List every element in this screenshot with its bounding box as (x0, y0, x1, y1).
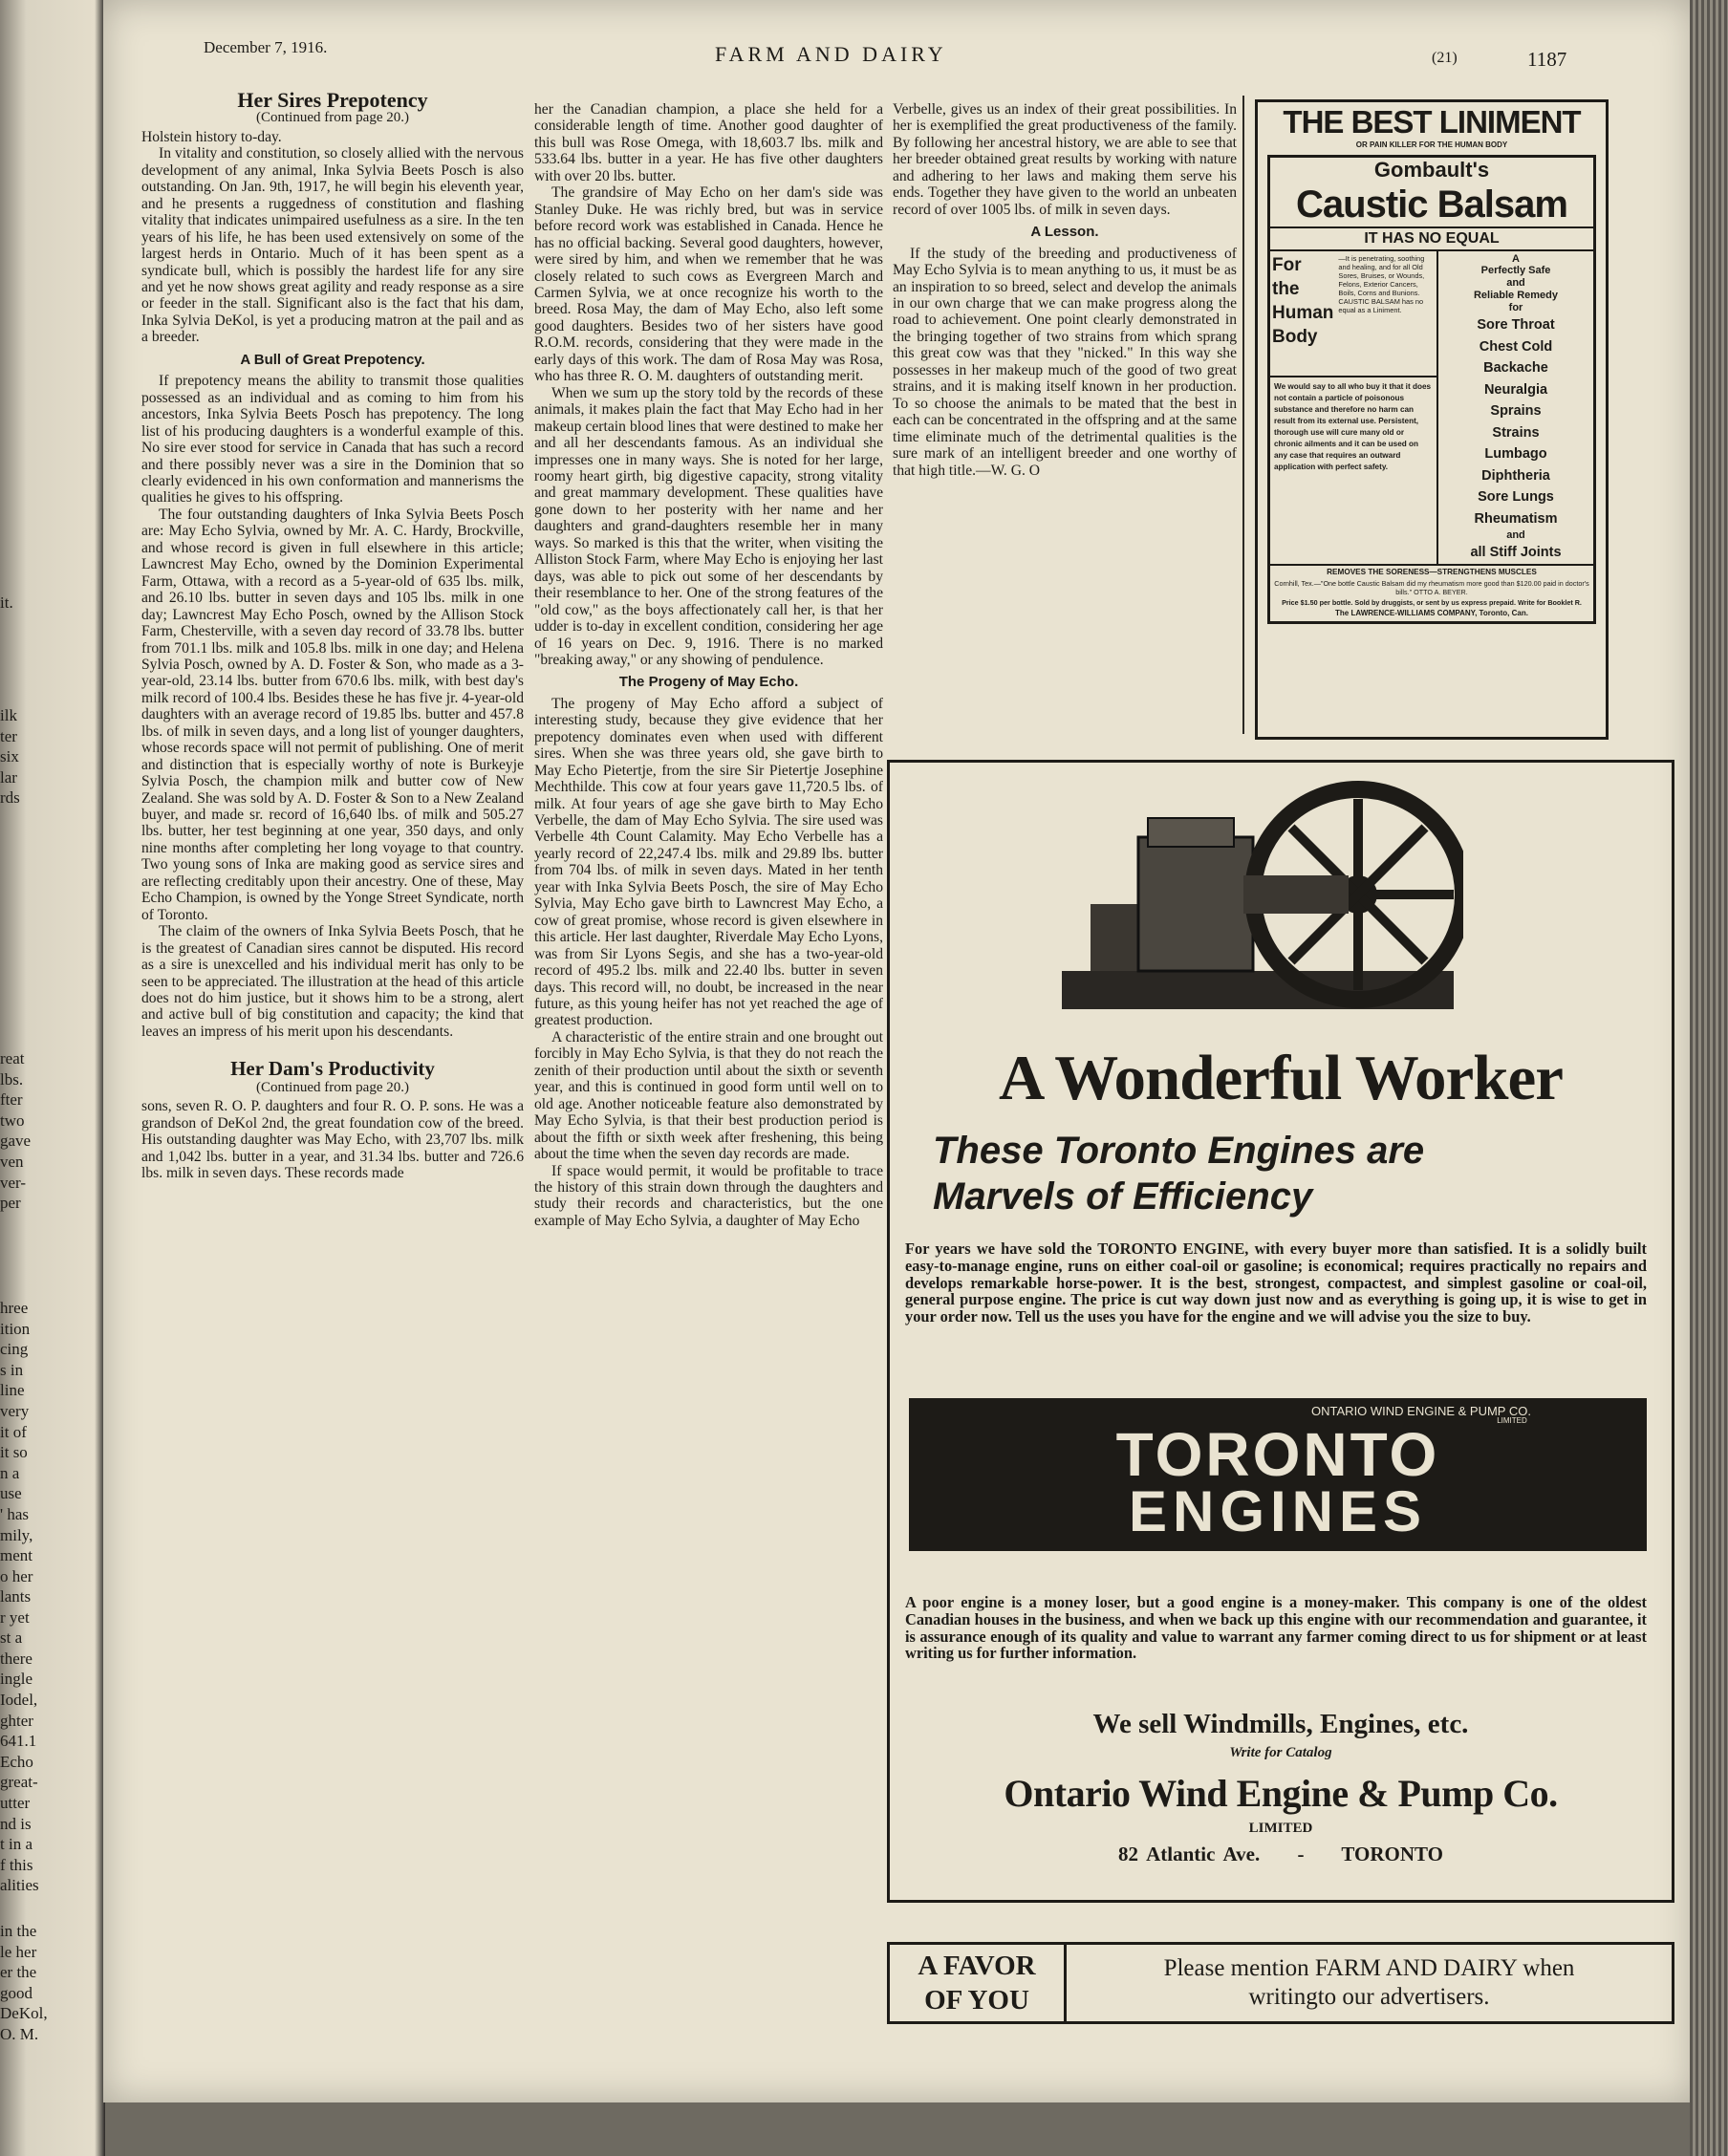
engine-body: For years we have sold the TORONTO ENGINE, with every buyer more than satisfied. It is a solidly built easy-to-manage engine, runs on either coal-oil or gasoline; is economical; requires practically no repairs and develops remarkable horse-power. It is the best, strongest, compactest, and simplest gasoline or coal-oil, general purpose engine. The price is cut way down just now and as everything is going up, it is wise to get in your order now. Tell us the uses you have for the engine and we will advise you the size to buy. (905, 1240, 1647, 1326)
left-page-fragment-line: per (0, 1194, 21, 1213)
left-page-fragment-line: lants (0, 1587, 32, 1606)
paragraph: The four outstanding daughters of Inka Sylvia Beets Posch are: May Echo Sylvia, owned by Mr. A. C. Hardy, Brockville, and whose record is given in full elsewhere in this article; Lawncrest May Echo, owned by the Dominion Experimental Farm, Ottawa, with a record as a 5-year-old of 635 lbs. milk, and 26.10 lbs. butter in seven days and 105 lbs. milk in one day; Lawncrest May Echo Posch, owned by the Allison Stock Farm, Chesterville, with a seven day record of 33.78 lbs. butter from 701.1 lbs. milk and 105.8 lbs. milk in one day; and Helena Sylvia Posch, owned by A. D. Foster & Son, who made as a 3-year-old, 23.14 lbs. butter from 670.6 lbs. milk, with best day's milk record of 100.4 lbs. Besides these he has five jr. 4-year-old daughters with an average record of 19.85 lbs. butter and 457.8 lbs. of milk in seven days, and a long list of younger daughters, whose records space will not permit of publishing. One of merit and distinction that is especially worthy of note is Burkeyje Sylvia Posch, the champion milk and butter cow of New Zealand. She was sold by A. D. Foster & Son to a New Zealand buyer, and made sr. record of 16,640 lbs. of milk and 505.27 lbs. butter, her test beginning at one year, 350 days, and only nine months after completing her long voyage to that country. Two young sons of Inka are making good as service sires and are reflecting creditably upon their ancestry. One of these, May Echo Champion, is owned by the Yonge Street Syndicate, north of Toronto. (141, 506, 524, 923)
header-title: FARM AND DAIRY (715, 42, 947, 66)
column-2 (534, 101, 883, 1229)
ailment-item: Rheumatism (1474, 510, 1558, 527)
subheading: A Bull of Great Prepotency. (240, 351, 425, 368)
left-page-fragment-line: er the (0, 1963, 37, 1982)
engine-illustration (1052, 780, 1463, 1028)
left-page-fragment-line: use (0, 1484, 22, 1503)
left-page-fragment-line: Echo (0, 1752, 33, 1771)
favor-left-1: A FAVOR (918, 1951, 1036, 1981)
favor-right-1: Please mention FARM AND DAIRY when (1163, 1955, 1575, 1981)
left-page-fragment (0, 1048, 31, 1214)
liniment-tagline: IT HAS NO EQUAL (1270, 226, 1593, 249)
continued-note: (Continued from page 20.) (256, 110, 409, 126)
engine-body-2: A poor engine is a money loser, but a good engine is a money-maker. This company is one of the oldest Canadian houses in the business, and when we back up this engine with our recommendation and guarantee, it is assurance enough of its quality and value to warrant any farmer coming direct to us for shipment or at least writing us for further information. (905, 1593, 1647, 1663)
the-word: the (1272, 279, 1300, 299)
left-page-fragment-line: great- (0, 1773, 38, 1792)
header-section: (21) (1432, 50, 1458, 66)
a-word: A (1512, 253, 1520, 265)
left-page-fragment-line: t in a (0, 1835, 32, 1854)
last-ailment: all Stiff Joints (1470, 545, 1562, 560)
left-page-fragment-line: fter (0, 1090, 23, 1110)
column-3 (893, 101, 1237, 479)
paragraph: The progeny of May Echo afford a subject of interesting study, because they give evidence that her prepotency dominates even when used with different sires. When she was three years old, she gave birth to May Echo Pietertje, from the sire Sir Pietertje Josephine Mechthilde. This cow at four years gave 11,720.5 lbs. of milk. At four years of age she gave birth to May Echo Verbelle, the dam of May Echo Sylvia. The sire used was Verbelle 4th Count Calamity. May Echo Verbelle has a yearly record of 22,247.4 lbs. milk and 29.89 lbs. butter from 704 lbs. of milk in seven days. Mated in her tenth year with Inka Sylvia Beets Posch, the sire of May Echo Sylvia, May Echo gave birth to Lawncrest May Echo, a cow of great promise, whose record is given elsewhere in this article. Her last daughter, Riverdale May Echo Lyons, was from Sir Lyons Segis, and she has a two-year-old record of 495.2 lbs. milk and 22.40 lbs. butter in seven days. This record will, no doubt, be increased in the near future, as this young heifer has not yet reached the age of greatest production. (534, 695, 883, 1029)
paragraph: sons, seven R. O. P. daughters and four R. O. P. sons. He was a grandson of DeKol 2nd, the great foundation cow of the breed. His outstanding daughter was May Echo, with 23,707 lbs. milk and 1,042 lbs. butter in a year, and 31.34 lbs. butter and 726.6 lbs. milk in seven days. These records made (141, 1098, 524, 1182)
engine-subhead-1: These Toronto Engines are (933, 1130, 1425, 1172)
left-page-fragment-line: line (0, 1381, 25, 1400)
liniment-box2-text: We would say to all who buy it that it does not contain a particle of poisonous substance and therefore no harm can result from its external use. Persistent, thorough use will cure many old or chronic ailments and it can be used on any case that requires an outward application with perfect safety. (1274, 382, 1432, 471)
column-rule (1242, 96, 1244, 734)
ailment-item: Sore Throat (1477, 317, 1555, 333)
engine-catalog: Write for Catalog (1229, 1745, 1332, 1760)
logo-word-1: TORONTO (1115, 1420, 1440, 1489)
paragraph: When we sum up the story told by the records of these animals, it makes plain the fact that May Echo had in her makeup certain blood lines that were destined to make her and all her descendants famous. As an individual she impresses one in many ways. She is noted for her large, roomy heart girth, big digestive capacity, strong vitality and great mammary development. These qualities have gone down to her posterity with her name and her daughters and grand-daughters resemble her in many ways. So marked is this that the writer, when visiting the Alliston Stock Farm, where May Echo is enjoying her last days, was able to pick out some of her descendants by their resemblance to her. One of the strong features of the "old cow," as the boys affectionately call her, is that her udder is to-day in excellent condition, considering her age of 16 years on Dec. 9, 1916. There is no marked "breaking away," or any showing of pendulence. (534, 384, 883, 668)
liniment-product: Caustic Balsam (1296, 183, 1567, 226)
toronto-engines-logo (909, 1398, 1647, 1551)
favor-right-2: writingto our advertisers. (1248, 1984, 1490, 2010)
header-date: December 7, 1916. (204, 38, 328, 56)
left-page-fragment-line: utter (0, 1793, 31, 1812)
left-page-fragment-line: cing (0, 1340, 29, 1359)
ailment-item: Sprains (1490, 403, 1542, 419)
favor-ad (887, 1942, 1674, 2024)
page-edge (1690, 0, 1728, 2156)
paragraph: The claim of the owners of Inka Sylvia Beets Posch, that he is the greatest of Canadian sires cannot be disputed. His record as a sire is unexcelled and his individual merit has only to be seen to be appreciated. The illustration at the head of this article does not do him justice, but it shows him to be a strong, alert and active bull of big constitution and capacity; the kind that leaves an impress of his merit upon his descendants. (141, 923, 524, 1040)
engine-city: TORONTO (1341, 1843, 1443, 1865)
engine-sell: We sell Windmills, Engines, etc. (1092, 1709, 1469, 1739)
paragraph: The grandsire of May Echo on her dam's side was Stanley Duke. He was richly bred, but was in service before record work was established in Canada. Hence he has no official backing. Several good daughters, however, were sired by him, and when we remember that he was closely related to such cows as Evergreen March and Carmen Sylvia, we at once recognize his worth to the breed. Rosa May, the dam of May Echo, also left some good daughters. Besides two of her sisters have good R.O.M. records, considering that they were made in the early days of this work. The dam of Rosa May was Rosa, who has three R. O. M. daughters of outstanding merit. (534, 184, 883, 385)
paragraph: Verbelle, gives us an index of their great possibilities. In her is exemplified the great productiveness of the family. By following her ancestral history, we are able to see that her breeder obtained great results by working with nature and adhering to her laws and making them serve his ends. Together they have given to the world an unbeaten record of over 1005 lbs. of milk in seven days. (893, 101, 1237, 218)
paragraph: If space would permit, it would be profitable to trace the history of this strain down through the daughters and study their records and characteristics, but the one example of May Echo Sylvia, a daughter of May Echo (534, 1162, 883, 1229)
left-page-fragment-line: ver- (0, 1173, 27, 1192)
subheading: A Lesson. (1030, 224, 1099, 241)
liniment-company: The LAWRENCE-WILLIAMS COMPANY, Toronto, Can. (1335, 608, 1528, 617)
ailment-item: Chest Cold (1479, 338, 1553, 355)
paragraph: If prepotency means the ability to transmit those qualities possessed as an individual and as coming to him from his ancestors, Inka Sylvia Beets Posch has prepotency. The long list of his producing daughters is a wonderful example of this. No sire ever stood for service in Canada that has such a record and there possibly never was a sire in the Dominion that so clearly evidenced in his own conformation and mannerisms the qualities he gives to his offspring. (141, 373, 524, 507)
article-heading-2: Her Dam's Productivity (230, 1057, 435, 1081)
left-page-fragment-line: o her (0, 1566, 33, 1585)
perfectly-safe: Perfectly Safe (1480, 265, 1551, 276)
left-page-fragment (0, 1298, 32, 1586)
left-page-fragment-line: Iodel, (0, 1690, 38, 1709)
header-page-number: 1187 (1527, 48, 1567, 71)
logo-word-2: ENGINES (1128, 1479, 1428, 1543)
liniment-subline: OR PAIN KILLER FOR THE HUMAN BODY (1355, 140, 1508, 149)
left-page-fragment-line: reat (0, 1049, 25, 1067)
left-page-fragment-line: hree (0, 1299, 29, 1317)
subheading: The Progeny of May Echo. (618, 674, 799, 691)
newspaper-page (103, 0, 1695, 2102)
left-page-fragment (0, 1586, 39, 1896)
left-page-fragment-line: r yet (0, 1607, 30, 1627)
engine-company: Ontario Wind Engine & Pump Co. (1004, 1772, 1558, 1815)
logo-limited: LIMITED (1497, 1416, 1527, 1425)
liniment-ad (1255, 99, 1609, 740)
left-page-fragment-line: it so (0, 1443, 28, 1462)
left-page-fragment-line: lar (0, 767, 17, 787)
favor-left-2: OF YOU (924, 1985, 1029, 2016)
left-page-fragment-line: it. (0, 593, 13, 612)
left-page-fragment (0, 1921, 48, 2045)
engine-dash: - (1297, 1843, 1305, 1865)
and-word: and (1506, 277, 1525, 289)
ailment-item: Backache (1483, 360, 1548, 376)
liniment-box1-text: —It is penetrating, soothing and healing, and for all Old Sores, Bruises, or Wounds, Felons, Exterior Cancers, Boils, Corns and Bunions. CAUSTIC BALSAM has no equal as a Liniment. (1338, 254, 1425, 314)
left-page-fragment-line: alities (0, 1876, 39, 1895)
engine-address-line (890, 1843, 1672, 1866)
left-page-fragment-line: s in (0, 1360, 24, 1379)
left-page-fragment-line: it of (0, 1422, 27, 1441)
liniment-price: Price $1.50 per bottle. Sold by druggists, or sent by us express prepaid. Write for Booklet R. (1282, 597, 1582, 607)
paragraph: Holstein history to-day. (141, 128, 282, 145)
left-page-fragment-line: gave (0, 1132, 32, 1151)
for-lower: for (1508, 302, 1523, 313)
continued-note-2: (Continued from page 20.) (256, 1079, 409, 1095)
ailment-item: Neuralgia (1483, 381, 1548, 398)
human-word: Human (1272, 303, 1334, 323)
ailment-item: Strains (1492, 424, 1540, 441)
left-page-fragment-line: lbs. (0, 1069, 24, 1089)
reliable-remedy: Reliable Remedy (1473, 290, 1559, 301)
left-page-fragment-line: ingle (0, 1670, 32, 1689)
left-page-fragment-line: good (0, 1983, 32, 2002)
left-page-fragment-line: f this (0, 1855, 33, 1874)
for-word: For (1272, 255, 1302, 275)
left-page-fragment-line: in the (0, 1922, 37, 1940)
left-page-fragment-line: ilk (0, 706, 17, 724)
article-heading: Her Sires Prepotency (237, 88, 428, 112)
left-page-fragment-line: there (0, 1649, 32, 1668)
left-page-fragment-line: n a (0, 1463, 20, 1482)
paragraph: her the Canadian champion, a place she held for a considerable length of time. Another good daughter of this bull was Rose Omega, with 18,603.7 lbs. milk and 533.64 lbs. butter in a year. He has five other daughters with over 20 lbs. butter. (534, 101, 883, 184)
left-page-fragment-line: mily, (0, 1525, 33, 1544)
left-page-fragment-line: st a (0, 1628, 23, 1648)
left-page-fragment-line: very (0, 1401, 30, 1420)
left-page-fragment-line: O. M. (0, 2024, 39, 2043)
left-page-fragment-line: ven (0, 1152, 24, 1171)
ailment-item: Lumbago (1484, 446, 1547, 462)
left-page-fragment-line: rds (0, 788, 20, 808)
left-page-fragment (0, 593, 13, 614)
paragraph: In vitality and constitution, so closely allied with the nervous development of any animal, Inka Sylvia Beets Posch is also outstanding. On Jan. 9th, 1917, he will begin his eleventh year, and he presents a ruggedness of constitution and flashing vitality that indicates unimpaired usefulness as a sire. In the ten years of his life, he has been used extensively on some of the largest herds in Ontario. Much of it has been spent as a syndicate bull, which is possibly the hardest life for any sire and yet he now shows great agility and ready response as a sire or feeder in the stall. Significant also is the fact that his dam, Inka Sylvia DeKol, is yet a producing matron at the pail and as a breeder. (141, 145, 524, 346)
liniment-removes: REMOVES THE SORENESS—STRENGTHENS MUSCLES (1270, 564, 1593, 578)
column-1 (141, 88, 524, 1182)
left-page-fragment-line: DeKol, (0, 2004, 48, 2023)
left-page-fragment-line: ghter (0, 1711, 33, 1730)
liniment-headline: THE BEST LINIMENT (1283, 104, 1581, 140)
paragraph: A characteristic of the entire strain and one brought out forcibly in May Echo Sylvia, is that they do not reach the zenith of their production until about the sixth or seventh year, and this is continued in good form until well on to old age. Another noticeable feature also demonstrated by May Echo Sylvia, is that their best production period is about the fifth or sixth week after freshening, this being about the time when the seven day records are made. (534, 1028, 883, 1163)
left-page-fragment-line: two (0, 1110, 25, 1130)
left-page-fragment (0, 705, 20, 808)
ailment-item: Sore Lungs (1478, 489, 1554, 505)
ailment-item: Diphtheria (1481, 467, 1550, 484)
liniment-brand: Gombault's (1373, 158, 1490, 182)
body-word: Body (1272, 327, 1318, 347)
engine-headline: A Wonderful Worker (998, 1043, 1564, 1113)
left-page-fragment-line: ment (0, 1546, 32, 1565)
and-word-2: and (1506, 529, 1525, 541)
engine-limited: LIMITED (1248, 1821, 1313, 1836)
left-page-fragment-line: ' has (0, 1504, 29, 1523)
left-page-fragment-line: le her (0, 1942, 37, 1961)
liniment-testimonial: Cornhill, Tex.—"One bottle Caustic Balsam did my rheumatism more good than $120.00 paid in doctor's bills." OTTO A. BEYER. (1274, 578, 1589, 596)
left-page-fragment-line: 641.1 (0, 1732, 37, 1751)
engine-address: 82 Atlantic Ave. (1118, 1843, 1261, 1865)
left-page-fragment-line: ition (0, 1319, 31, 1338)
engine-subhead-2: Marvels of Efficiency (933, 1175, 1313, 1218)
engine-ad (887, 760, 1674, 1903)
left-page-fragment-line: nd is (0, 1814, 32, 1833)
logo-top: ONTARIO WIND ENGINE & PUMP CO. (1311, 1404, 1531, 1418)
left-page-fragment-line: six (0, 747, 19, 766)
left-page-fragment-line: ter (0, 726, 17, 745)
paragraph: If the study of the breeding and productiveness of May Echo Sylvia is to mean anything to us, it must be as an inspiration to so breed, select and develop the animals in our own charge that we can make progress along the road to achievement. One point clearly demonstrated in the bringing together of two strains from which sprang this great cow was that they "nicked." In this way she possesses in her makeup much of the good of two great strains, and it is making itself known in her production. To so choose the animals to be mated that the best in each can be concentrated in the offspring and at the same time eliminate much of the detrimental qualities is the sure mark of an intelligent breeder and one worthy of that high title.—W. G. O (893, 245, 1237, 479)
